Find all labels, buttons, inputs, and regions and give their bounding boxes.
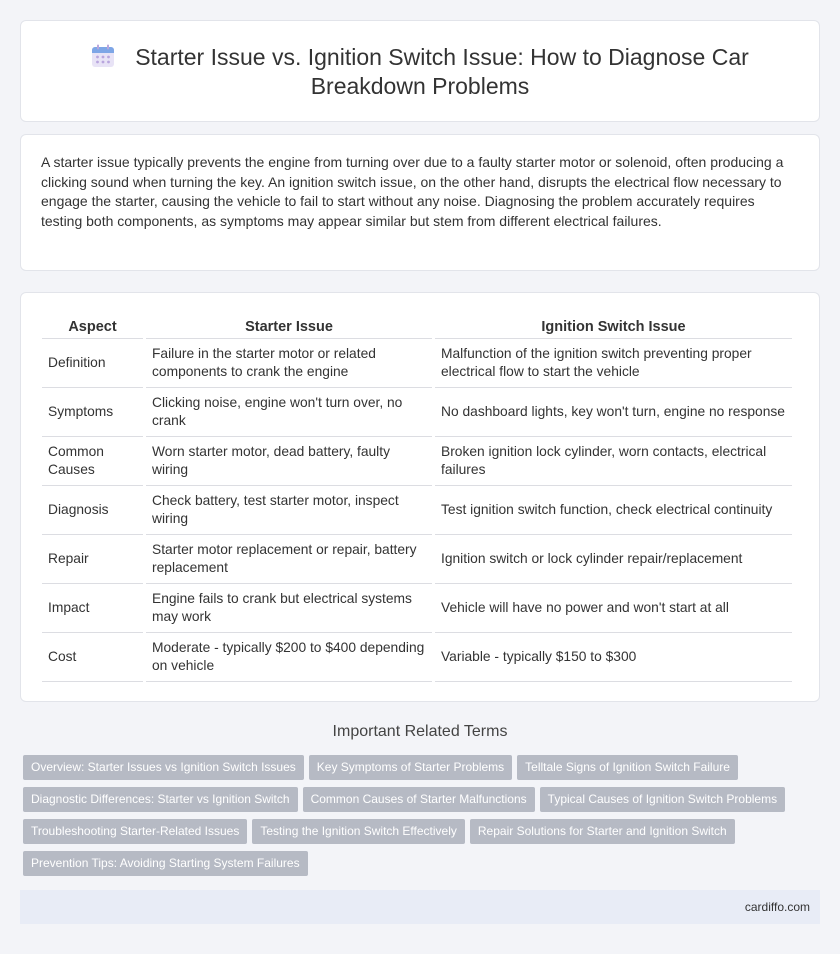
intro-text: A starter issue typically prevents the engine from turning over due to a faulty starter motor or solenoid, often producing a clicking sound when turning the key. An ignition switch issue, on the other hand, disrupts the electrical flow necessary to engage the starter, causing the vehicle to fail to start without any noise. Diagnosing the problem accurately requires testing both components, as symptoms may appear similar but stem from different electrical failures. xyxy=(41,154,784,229)
related-term-link[interactable]: Common Causes of Starter Malfunctions xyxy=(303,787,535,812)
related-term-link[interactable]: Testing the Ignition Switch Effectively xyxy=(252,819,465,844)
table-row xyxy=(42,486,792,535)
table-cell-starter: Clicking noise, engine won't turn over, no crank xyxy=(146,388,432,437)
table-cell-ignition: Broken ignition lock cylinder, worn contacts, electrical failures xyxy=(435,437,792,486)
table-cell-ignition: Test ignition switch function, check electrical continuity xyxy=(435,486,792,535)
table-cell-aspect: Definition xyxy=(42,339,143,388)
title-wrap xyxy=(61,43,779,101)
header-card xyxy=(20,20,820,122)
page-title xyxy=(61,43,779,101)
table-cell-starter: Check battery, test starter motor, inspect wiring xyxy=(146,486,432,535)
related-terms-row xyxy=(23,819,823,851)
table-cell-ignition: Ignition switch or lock cylinder repair/replacement xyxy=(435,535,792,584)
column-header-starter: Starter Issue xyxy=(146,315,432,339)
related-term-link[interactable]: Key Symptoms of Starter Problems xyxy=(309,755,512,780)
intro-card xyxy=(20,134,820,271)
related-terms-row xyxy=(23,755,823,787)
table-cell-starter: Moderate - typically $200 to $400 depending on vehicle xyxy=(146,633,432,682)
table-cell-ignition: Variable - typically $150 to $300 xyxy=(435,633,792,682)
table-cell-starter: Failure in the starter motor or related components to crank the engine xyxy=(146,339,432,388)
table-cell-starter: Worn starter motor, dead battery, faulty wiring xyxy=(146,437,432,486)
table-cell-aspect: Common Causes xyxy=(42,437,143,486)
related-terms-row xyxy=(23,851,823,883)
footer-site-link[interactable]: cardiffo.com xyxy=(744,900,810,914)
table-row xyxy=(42,437,792,486)
related-term-link[interactable]: Prevention Tips: Avoiding Starting System Failures xyxy=(23,851,308,876)
table-row xyxy=(42,633,792,682)
table-cell-aspect: Cost xyxy=(42,633,143,682)
table-row xyxy=(42,388,792,437)
table-cell-ignition: Malfunction of the ignition switch preventing proper electrical flow to start the vehicle xyxy=(435,339,792,388)
table-cell-aspect: Diagnosis xyxy=(42,486,143,535)
page-title-text: Starter Issue vs. Ignition Switch Issue: How to Diagnose Car Breakdown Problems xyxy=(135,44,749,99)
related-term-link[interactable]: Troubleshooting Starter-Related Issues xyxy=(23,819,247,844)
calendar-icon xyxy=(91,44,115,68)
table-cell-aspect: Symptoms xyxy=(42,388,143,437)
table-row xyxy=(42,535,792,584)
table-header-row xyxy=(42,315,792,339)
related-term-link[interactable]: Repair Solutions for Starter and Ignition Switch xyxy=(470,819,735,844)
table-cell-ignition: No dashboard lights, key won't turn, engine no response xyxy=(435,388,792,437)
related-term-link[interactable]: Typical Causes of Ignition Switch Problems xyxy=(540,787,785,812)
footer xyxy=(20,890,820,924)
column-header-aspect: Aspect xyxy=(42,315,143,339)
related-term-link[interactable]: Telltale Signs of Ignition Switch Failure xyxy=(517,755,738,780)
related-term-link[interactable]: Overview: Starter Issues vs Ignition Switch Issues xyxy=(23,755,304,780)
table-row xyxy=(42,339,792,388)
table-cell-aspect: Impact xyxy=(42,584,143,633)
table-row xyxy=(42,584,792,633)
related-term-link[interactable]: Diagnostic Differences: Starter vs Ignition Switch xyxy=(23,787,298,812)
related-terms-title: Important Related Terms xyxy=(332,723,508,740)
table-cell-aspect: Repair xyxy=(42,535,143,584)
related-terms-list xyxy=(23,755,823,883)
column-header-ignition: Ignition Switch Issue xyxy=(435,315,792,339)
related-terms-row xyxy=(23,787,823,819)
comparison-table-card xyxy=(20,292,820,702)
comparison-table xyxy=(39,315,795,682)
table-cell-starter: Engine fails to crank but electrical systems may work xyxy=(146,584,432,633)
table-cell-ignition: Vehicle will have no power and won't start at all xyxy=(435,584,792,633)
table-cell-starter: Starter motor replacement or repair, battery replacement xyxy=(146,535,432,584)
